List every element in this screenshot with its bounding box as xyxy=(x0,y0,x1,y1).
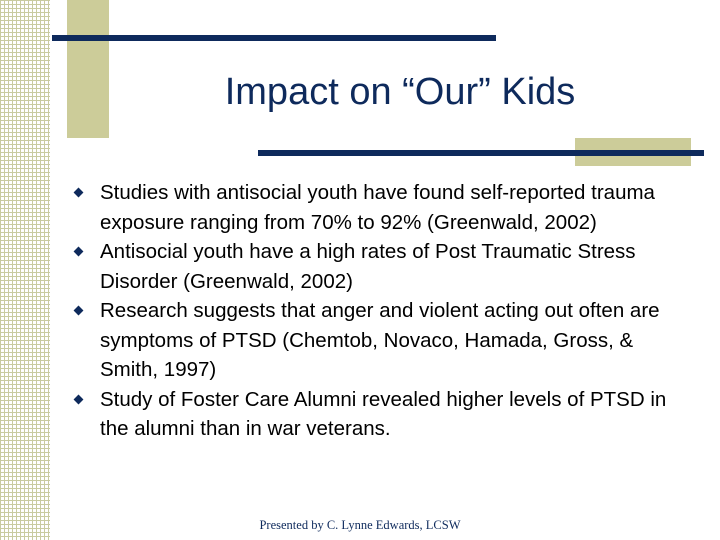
diamond-bullet-icon xyxy=(74,306,84,316)
diamond-bullet-icon xyxy=(74,394,84,404)
bullet-text: Studies with antisocial youth have found self-reported trauma exposure ranging from 70% to 92% (Greenwald, 2002) xyxy=(100,181,655,234)
diamond-bullet-icon xyxy=(74,188,84,198)
diamond-bullet-icon xyxy=(74,247,84,257)
title-top-rule xyxy=(52,35,496,41)
bullet-text: Antisocial youth have a high rates of Post Traumatic Stress Disorder (Greenwald, 2002) xyxy=(100,240,636,293)
presenter-credit: Presented by C. Lynne Edwards, LCSW xyxy=(259,518,461,532)
bullet-text: Study of Foster Care Alumni revealed higher levels of PTSD in the alumni than in war veterans. xyxy=(100,387,667,440)
bullet-item xyxy=(72,296,692,385)
slide-title: Impact on “Our” Kids xyxy=(224,71,576,113)
bullet-text: Research suggests that anger and violent acting out often are symptoms of PTSD (Chemtob, Novaco, Hamada, Gross, & Smith, 1997) xyxy=(100,299,660,381)
title-bottom-rule xyxy=(258,150,704,156)
bullet-item xyxy=(72,237,692,296)
bullet-list xyxy=(72,178,692,444)
bullet-item xyxy=(72,385,692,444)
title-accent-block xyxy=(67,0,109,138)
bullet-item xyxy=(72,178,692,237)
left-grid-stripe xyxy=(0,0,50,540)
